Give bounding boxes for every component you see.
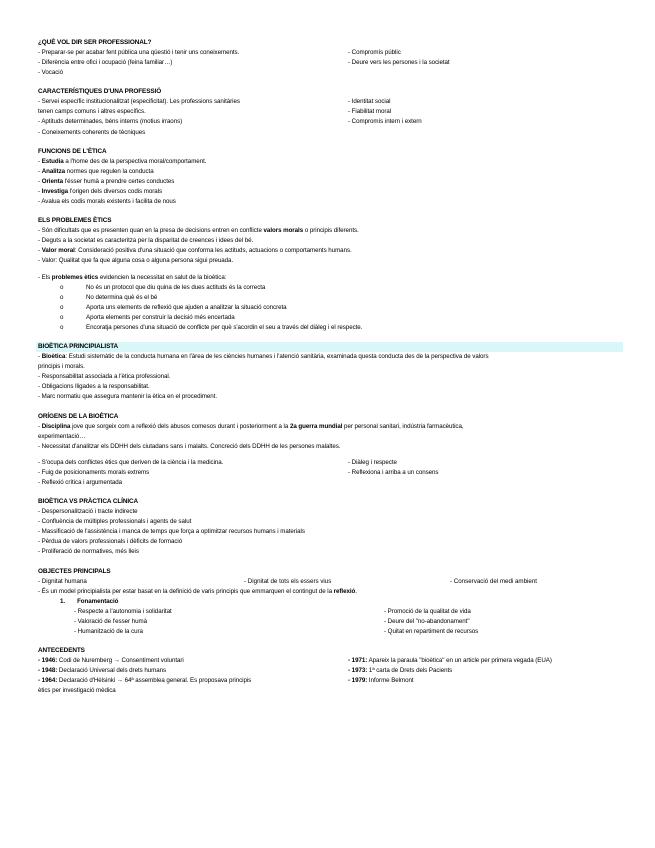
list-item: - Quitat en repartiment de recursos: [384, 628, 479, 636]
section-principlist-bioethics: [38, 342, 623, 402]
list-item: - Fiabilitat moral: [348, 108, 392, 116]
list-item: - Fuig de posicionaments morals extrems: [38, 468, 150, 476]
section-title: ANTECEDENTS: [38, 647, 85, 655]
section-title: OBJECTES PRINCIPALS: [38, 567, 111, 575]
list-item: - Deure vers les persones i la societat: [348, 59, 450, 67]
section-professional: [38, 38, 623, 78]
list-item: - Deure del "no-abandonament": [384, 617, 470, 625]
list-item: - Diàleg i respecte: [348, 458, 397, 466]
sub-item: o No és un protocol que diu quina de les dues actituds és la correcta: [60, 283, 266, 291]
list-item: - Investiga l'origen dels diversos codis morals: [38, 187, 163, 195]
list-item: - Són dificultats que es presenten quan en la presa de decisions entren en conflicte valors morals o principis diferents.: [38, 227, 359, 235]
list-item: - Reflexiona i arriba a un consens: [348, 468, 439, 476]
list-item: - Avalua els codis morals existents i facilita de nous: [38, 198, 176, 206]
list-item: - Dignitat humana: [38, 577, 87, 585]
list-item: - Confluència de múltiples professionals i agents de salut: [38, 518, 192, 526]
list-item: - Bioètica: Estudi sistemàtic de la conducta humana en l'àrea de les ciències humanes i l'atenció sanitària, examinada questa conducta des de la perspectiva de valors: [38, 353, 489, 361]
list-item: - Orienta l'ésser humà a prendre certes conductes: [38, 177, 175, 185]
list-item: - Servei específic institucionalitzat (especificitat). Les professions sanitàries: [38, 98, 240, 106]
section-title: ELS PROBLEMES ÈTICS: [38, 217, 112, 225]
list-item: - Els problemes ètics evidencien la necessitat en salut de la bioètica:: [38, 273, 227, 281]
list-item: - Compromís públic: [348, 49, 401, 56]
list-item: - Valoració de l'esser humà: [74, 617, 147, 625]
section-bioethics-vs-clinical: [38, 497, 623, 557]
list-item-continuation: ètics per investigació mèdica: [38, 687, 116, 695]
list-item: - És un model principialista per estar basat en la definició de varis principis que emmarquen el contingut de la reflexió.: [38, 587, 357, 595]
list-item: - Diferència entre ofici i ocupació (feina familiar…): [38, 59, 173, 67]
list-item: - Vocació: [38, 69, 64, 77]
list-item: - Reflexió crítica i argumentada: [38, 479, 123, 486]
numbered-heading: 1. Fonamentació: [60, 597, 119, 605]
list-item: - Humanització de la cura: [74, 628, 143, 636]
section-title: CARACTERÍSTIQUES D'UNA PROFESSIÓ: [38, 88, 162, 96]
list-item: - 1971: Apareix la paraula "bioètica" en un article per primera vegada (EUA): [348, 657, 552, 665]
list-item: - 1979: Informe Belmont: [348, 677, 414, 685]
list-item: tenen camps comuns i altres específics.: [38, 108, 146, 116]
list-item: - Analitza normes que regulen la conducta: [38, 167, 154, 175]
section-title: BIOÈTICA VS PRÀCTICA CLÍNICA: [38, 498, 139, 506]
document-page: [38, 38, 623, 706]
section-title-highlighted: BIOÈTICA PRINCIPIALISTA: [36, 342, 623, 352]
list-item: - 1946: Codi de Nuremberg → Consentiment voluntari: [38, 657, 184, 665]
section-ethical-problems: [38, 216, 623, 333]
list-item: - Disciplina jove que sorgeix com a reflexió dels abusos comesos durant i posteriorment a la 2a guerra mundial per personal sanitari, indústria farmacèutica,: [38, 422, 464, 430]
list-item: - Coneixements coherents de tècniques: [38, 128, 146, 136]
list-item: - Proliferació de normatives, més lleis: [38, 548, 139, 556]
list-item: - Compromís intern i extern: [348, 118, 422, 126]
list-item: - Valor: Qualitat que fa que alguna cosa o alguna persona sigui preuada.: [38, 257, 234, 265]
objects-row: [38, 577, 623, 587]
section-title: FUNCIONS DE L'ÈTICA: [38, 147, 107, 155]
list-item: - Necessitat d'analitzar els DDHH dels ciutadans sans i malalts. Concreció dels DDHH de les persones malaltes.: [38, 442, 341, 450]
section-title: ¿QUÈ VOL DIR SER PROFESSIONAL?: [38, 39, 152, 46]
sub-item: o No determina què és el bé: [60, 293, 158, 301]
list-item: - 1948: Declaració Universal dels drets humans: [38, 667, 167, 675]
sub-item: o Aporta elements per construir la decisió més encertada: [60, 313, 235, 321]
section-title: ORÍGENS DE LA BIOÈTICA: [38, 412, 119, 420]
list-item: - Estudia a l'home des de la perspectiva moral/comportament.: [38, 157, 207, 165]
list-item: - Valor moral: Consideració positiva d'una situació que conforma les actituds, actuacions o comportaments humans.: [38, 247, 352, 255]
section-origins: [38, 412, 623, 489]
list-item: - 1964: Declaració d'Hèlsinki → 64ª assemblea general. Es proposava principis: [38, 677, 252, 685]
section-antecedents: [38, 646, 623, 696]
sub-item: o Aporta uns elements de reflexió que ajuden a analitzar la situació concreta: [60, 303, 287, 311]
list-item: - Marc normatiu que assegura mantenir la ètica en el procediment.: [38, 393, 218, 401]
list-item-continuation: experimentació…: [38, 432, 86, 440]
list-item: - Preparar-se per acabar fent pública una qüestió i tenir uns coneixements.: [38, 49, 240, 56]
list-item: - Pèrdua de valors professionals i dèficits de formació: [38, 538, 183, 546]
list-item: - 1973: 1ª carta de Drets dels Pacients: [348, 667, 453, 675]
list-item: - Identitat social: [348, 98, 391, 106]
list-item: - Conservació del medi ambient: [450, 577, 538, 585]
section-main-objects: [38, 567, 623, 638]
list-item: - Responsabilitat associada a l'ètica professional.: [38, 373, 171, 381]
list-item: - Promoció de la qualitat de vida: [384, 607, 471, 615]
sub-item: o Encoratja persones d'una situació de conflicte per què s'acordin el seu a través del diàleg i el respecte.: [60, 323, 363, 331]
list-item: - Deguts a la societat es caracteritza per la disparitat de creences i idees del bé.: [38, 237, 254, 245]
list-item: - Dignitat de tots els essers vius: [244, 577, 332, 585]
section-characteristics: [38, 87, 623, 137]
list-item: - Respecte a l'autonomia i solidaritat: [74, 607, 172, 615]
list-item: - S'ocupa dels conflictes ètics que deriven de la ciència i la medicina.: [38, 458, 224, 466]
list-item: - Aptituds determinades, béns interns (motius irraons): [38, 118, 183, 126]
section-ethics-functions: [38, 147, 623, 207]
list-item-continuation: principis i morals.: [38, 363, 85, 371]
list-item: - Massificació de l'assistència i manca de temps que força a optimitzar recursos humans i materials: [38, 528, 305, 536]
list-item: - Obligacions lligades a la responsabilitat.: [38, 383, 150, 391]
list-item: - Despersonalització i tracte indirecte: [38, 508, 138, 516]
